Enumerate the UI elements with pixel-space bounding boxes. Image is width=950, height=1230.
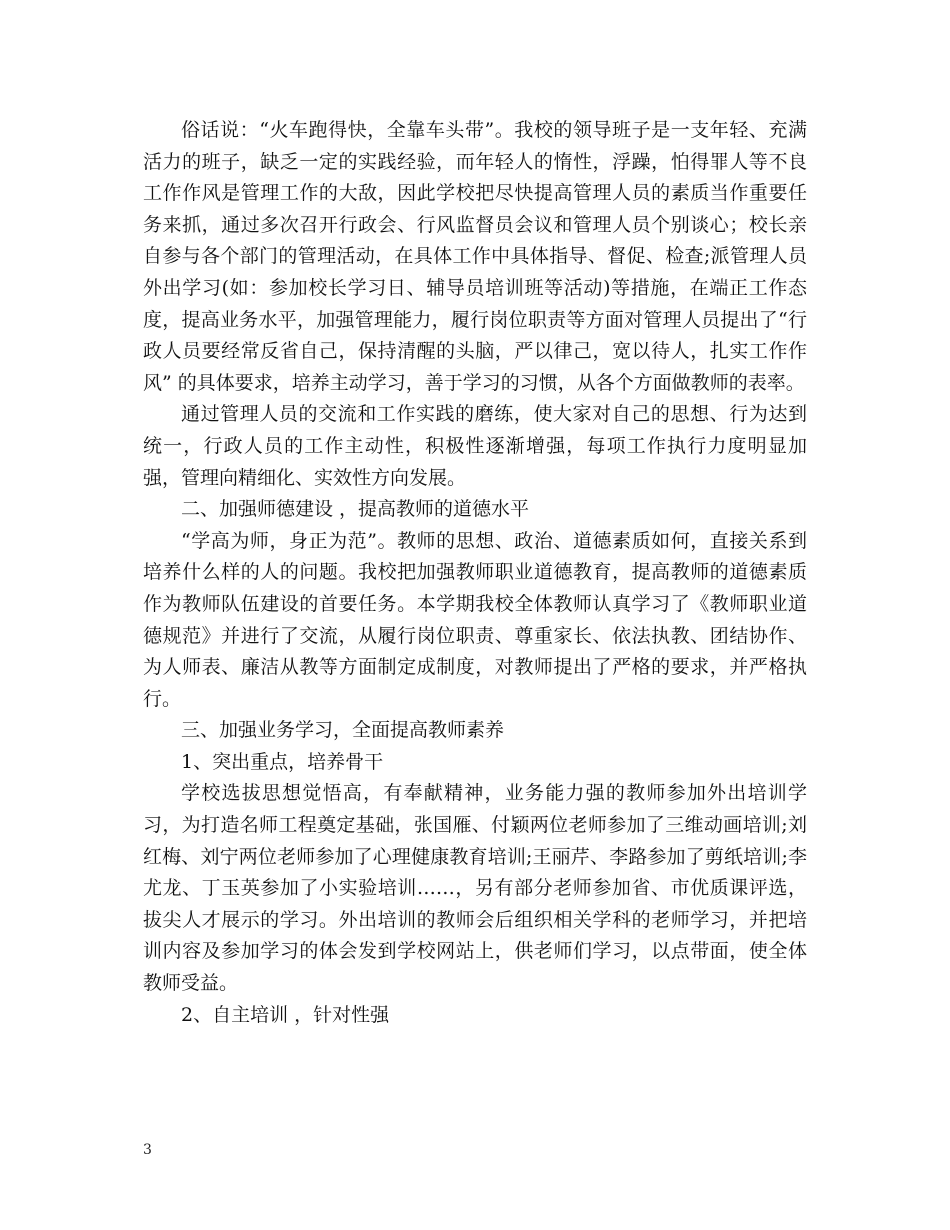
paragraph-ethics: “学高为师，身正为范”。教师的思想、政治、道德素质如何，直接关系到培养什么样的人的问题。我校把加强教师职业道德教育，提高教师的道德素质作为教师队伍建设的首要任务。本学期我校全体教师认真学习了《教师职业道德规范》并进行了交流，从履行岗位职责、尊重家长、依法执教、团结协作、为人师表、廉洁从教等方面制定成制度，对教师提出了严格的要求，并严格执行。 [143, 529, 807, 710]
subheading-focus-backbone: 1、突出重点，培养骨干 [181, 750, 384, 773]
paragraph-external-training: 学校选拔思想觉悟高，有奉献精神，业务能力强的教师参加外出培训学习，为打造名师工程奠定基础，张国雁、付颖两位老师参加了三维动画培训;刘红梅、刘宁两位老师参加了心理健康教育培训;王丽芹、李路参加了剪纸培训;李尤龙、丁玉英参加了小实验培训……，另有部分老师参加省、市优质课评选，拔尖人才展示的学习。外出培训的教师会后组织相关学科的老师学习，并把培训内容及参加学习的体会发到学校网站上，供老师们学习，以点带面，使全体教师受益。 [143, 782, 807, 995]
paragraph-management-results: 通过管理人员的交流和工作实践的磨练，使大家对自己的思想、行为达到统一，行政人员的工作主动性，积极性逐渐增强，每项工作执行力度明显加强，管理向精细化、实效性方向发展。 [143, 403, 807, 489]
document-body [143, 115, 807, 1031]
section-heading-ethics: 二、加强师德建设 ，提高教师的道德水平 [181, 498, 530, 521]
page-number: 3 [143, 1142, 152, 1158]
subheading-self-training: 2、自主培训 ，针对性强 [181, 1003, 390, 1026]
section-heading-professional-study: 三、加强业务学习，全面提高教师素养 [181, 719, 505, 742]
paragraph-leadership: 俗话说：“火车跑得快，全靠车头带”。我校的领导班子是一支年轻、充满活力的班子，缺乏一定的实践经验，而年轻人的惰性，浮躁，怕得罪人等不良工作作风是管理工作的大敌，因此学校把尽快提高管理人员的素质当作重要任务来抓，通过多次召开行政会、行风监督员会议和管理人员个别谈心；校长亲自参与各个部门的管理活动，在具体工作中具体指导、督促、检查;派管理人员外出学习(如：参加校长学习日、辅导员培训班等活动)等措施，在端正工作态度，提高业务水平，加强管理能力，履行岗位职责等方面对管理人员提出了“行政人员要经常反省自己，保持清醒的头脑，严以律己，宽以待人，扎实工作作风” 的具体要求，培养主动学习，善于学习的习惯，从各个方面做教师的表率。 [143, 119, 807, 394]
